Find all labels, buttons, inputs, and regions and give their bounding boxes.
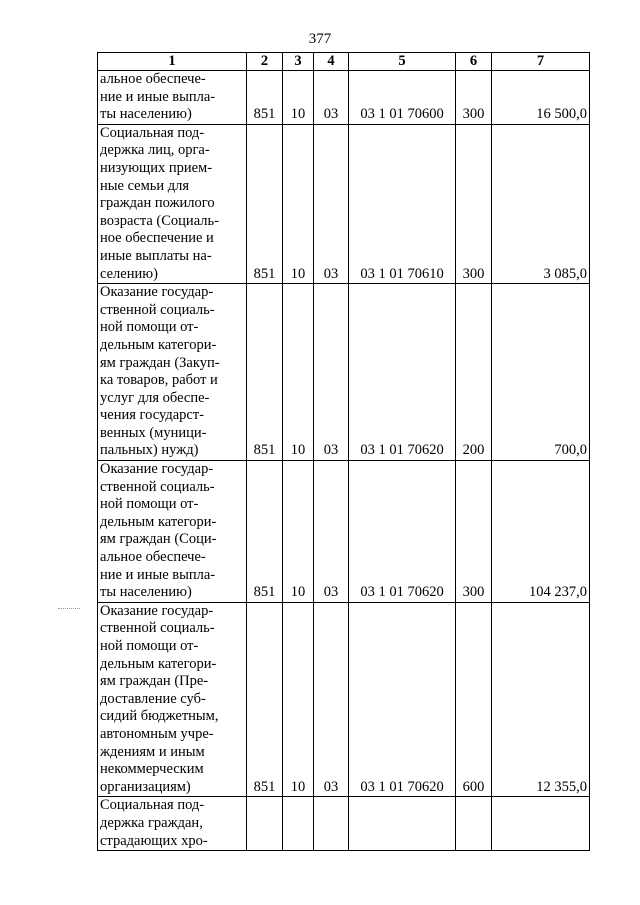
row-col-7: 700,0 [492, 284, 590, 461]
row-name: Оказание государ- ственной социаль- ной помощи от- дельным категори- ям граждан (Пре- доставление суб- сидий бюджетным, автономным учре- ждениям и иным некоммерческим организациям) [98, 602, 247, 797]
row-col-2: 851 [247, 124, 283, 283]
page-number: 377 [308, 31, 332, 47]
row-col-4: 03 [314, 602, 349, 797]
row-col-5: 03 1 01 70620 [349, 284, 456, 461]
row-col-7 [492, 797, 590, 851]
row-col-7: 16 500,0 [492, 71, 590, 125]
header-col-3: 3 [283, 53, 314, 71]
row-col-5: 03 1 01 70600 [349, 71, 456, 125]
row-name: Оказание государ- ственной социаль- ной помощи от- дельным категори- ям граждан (Закуп- ка товаров, работ и услуг для обеспе- чения государст- венных (муници- пальных) нужд) [98, 284, 247, 461]
table-row [98, 284, 590, 461]
row-name: Социальная под- держка лиц, орга- низующих прием- ные семьи для граждан пожилого возраста (Социаль- ное обеспечение и иные выплаты на- селению) [98, 124, 247, 283]
row-col-4: 03 [314, 71, 349, 125]
row-col-4: 03 [314, 461, 349, 603]
row-col-4: 03 [314, 284, 349, 461]
table-row [98, 71, 590, 125]
header-col-5: 5 [349, 53, 456, 71]
row-name: Оказание государ- ственной социаль- ной помощи от- дельным категори- ям граждан (Соци- альное обеспече- ние и иные выпла- ты населению) [98, 461, 247, 603]
row-name: Социальная под- держка граждан, страдающих хро- [98, 797, 247, 851]
header-col-7: 7 [492, 53, 590, 71]
row-col-6: 300 [456, 71, 492, 125]
budget-table [97, 52, 590, 851]
header-col-1: 1 [98, 53, 247, 71]
row-col-5: 03 1 01 70620 [349, 602, 456, 797]
row-col-7: 104 237,0 [492, 461, 590, 603]
row-col-7: 12 355,0 [492, 602, 590, 797]
row-col-6: 300 [456, 124, 492, 283]
table-row [98, 797, 590, 851]
margin-mark [58, 608, 80, 609]
row-col-2: 851 [247, 284, 283, 461]
row-col-3 [283, 797, 314, 851]
row-col-5: 03 1 01 70620 [349, 461, 456, 603]
row-col-4: 03 [314, 124, 349, 283]
row-col-6: 600 [456, 602, 492, 797]
header-col-6: 6 [456, 53, 492, 71]
row-col-2 [247, 797, 283, 851]
table-row [98, 602, 590, 797]
row-col-3: 10 [283, 124, 314, 283]
row-col-4 [314, 797, 349, 851]
header-col-2: 2 [247, 53, 283, 71]
row-col-5 [349, 797, 456, 851]
table-row [98, 124, 590, 283]
row-name: альное обеспече- ние и иные выпла- ты населению) [98, 71, 247, 125]
row-col-6 [456, 797, 492, 851]
row-col-3: 10 [283, 284, 314, 461]
row-col-2: 851 [247, 71, 283, 125]
row-col-2: 851 [247, 461, 283, 603]
row-col-3: 10 [283, 71, 314, 125]
row-col-2: 851 [247, 602, 283, 797]
row-col-6: 200 [456, 284, 492, 461]
header-row [98, 53, 590, 71]
row-col-3: 10 [283, 602, 314, 797]
row-col-6: 300 [456, 461, 492, 603]
table-row [98, 461, 590, 603]
row-col-7: 3 085,0 [492, 124, 590, 283]
row-col-5: 03 1 01 70610 [349, 124, 456, 283]
row-col-3: 10 [283, 461, 314, 603]
header-col-4: 4 [314, 53, 349, 71]
